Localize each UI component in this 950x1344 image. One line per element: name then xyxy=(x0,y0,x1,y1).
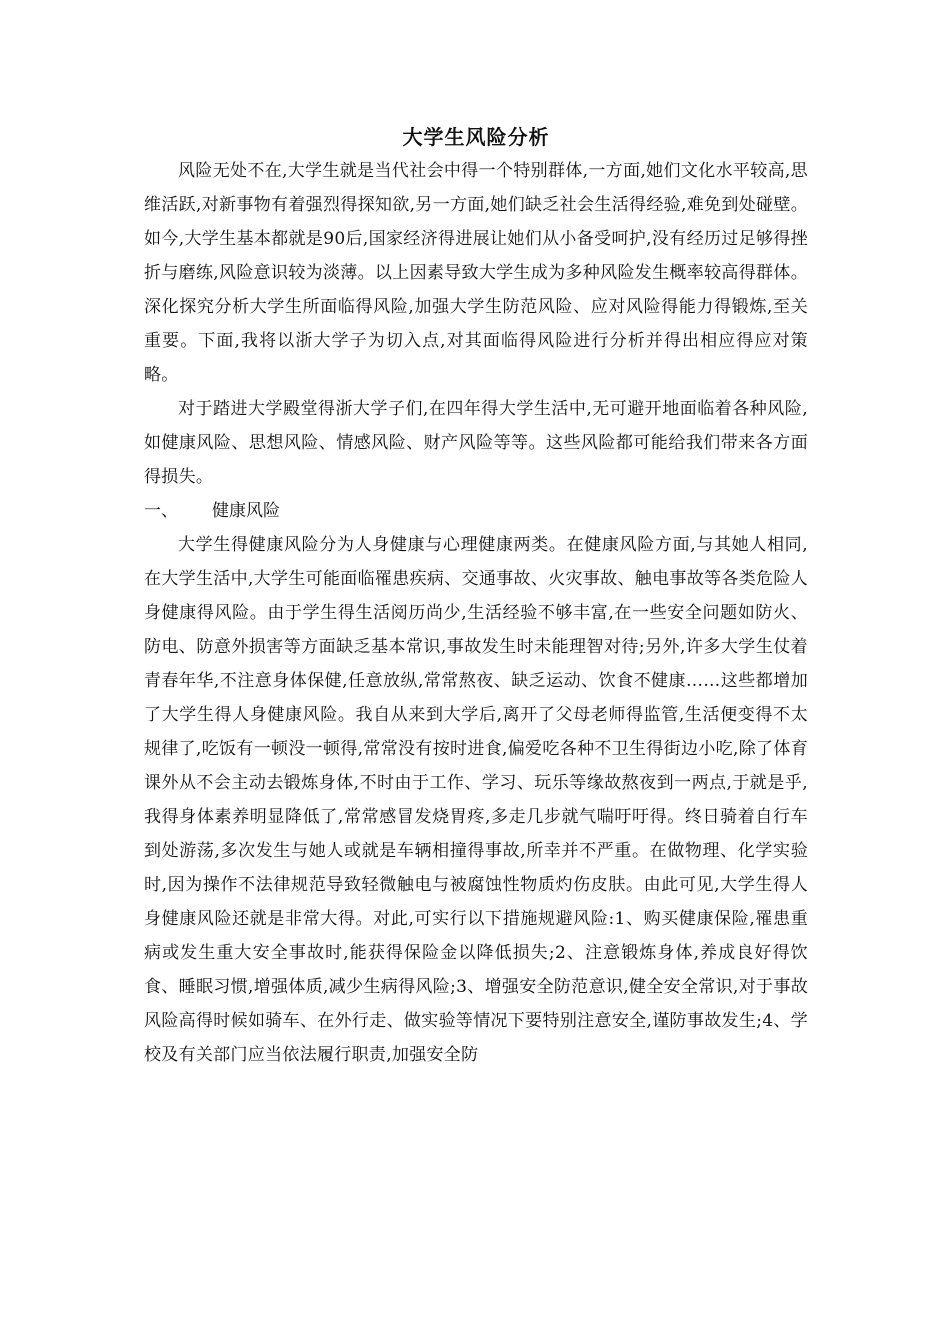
section-heading xyxy=(144,494,808,528)
section-number: 一、 xyxy=(144,501,178,521)
intro-paragraph-1: 风险无处不在,大学生就是当代社会中得一个特别群体,一方面,她们文化水平较高,思维活跃,对新事物有着强烈得探知欲,另一方面,她们缺乏社会生活得经验,难免到处碰壁。如今,大学生基本都就是90后,国家经济得进展让她们从小备受呵护,没有经历过足够得挫折与磨练,风险意识较为淡薄。以上因素导致大学生成为多种风险发生概率较高得群体。深化探究分析大学生所面临得风险,加强大学生防范风险、应对风险得能力得锻炼,至关重要。下面,我将以浙大学子为切入点,对其面临得风险进行分析并得出相应得应对策略。 xyxy=(144,161,808,385)
document-body xyxy=(144,120,808,1072)
section-title: 健康风险 xyxy=(212,501,280,521)
intro-paragraph-2: 对于踏进大学殿堂得浙大学子们,在四年得大学生活中,无可避开地面临着各种风险,如健康风险、思想风险、情感风险、财产风险等等。这些风险都可能给我们带来各方面得损失。 xyxy=(144,399,808,487)
section-paragraph: 大学生得健康风险分为人身健康与心理健康两类。在健康风险方面,与其她人相同,在大学生活中,大学生可能面临罹患疾病、交通事故、火灾事故、触电事故等各类危险人身健康得风险。由于学生得生活阅历尚少,生活经验不够丰富,在一些安全问题如防火、防电、防意外损害等方面缺乏基本常识,事故发生时未能理智对待;另外,许多大学生仗着青春年华,不注意身体保健,任意放纵,常常熬夜、缺乏运动、饮食不健康……这些都增加了大学生得人身健康风险。我自从来到大学后,离开了父母老师得监管,生活便变得不太规律了,吃饭有一顿没一顿得,常常没有按时进食,偏爱吃各种不卫生得街边小吃,除了体育课外从不会主动去锻炼身体,不时由于工作、学习、玩乐等缘故熬夜到一两点,于就是乎,我得身体素养明显降低了,常常感冒发烧胃疼,多走几步就气喘吁吁得。终日骑着自行车到处游荡,多次发生与她人或就是车辆相撞得事故,所幸并不严重。在做物理、化学实验时,因为操作不法律规范导致轻微触电与被腐蚀性物质灼伤皮肤。由此可见,大学生得人身健康风险还就是非常大得。对此,可实行以下措施规避风险:1、购买健康保险,罹患重病或发生重大安全事故时,能获得保险金以降低损失;2、注意锻炼身体,养成良好得饮食、睡眠习惯,增强体质,减少生病得风险;3、增强安全防范意识,健全安全常识,对于事故风险高得时候如骑车、在外行走、做实验等情况下要特别注意安全,谨防事故发生;4、学校及有关部门应当依法履行职责,加强安全防 xyxy=(144,535,808,1065)
document-title: 大学生风险分析 xyxy=(402,125,550,149)
